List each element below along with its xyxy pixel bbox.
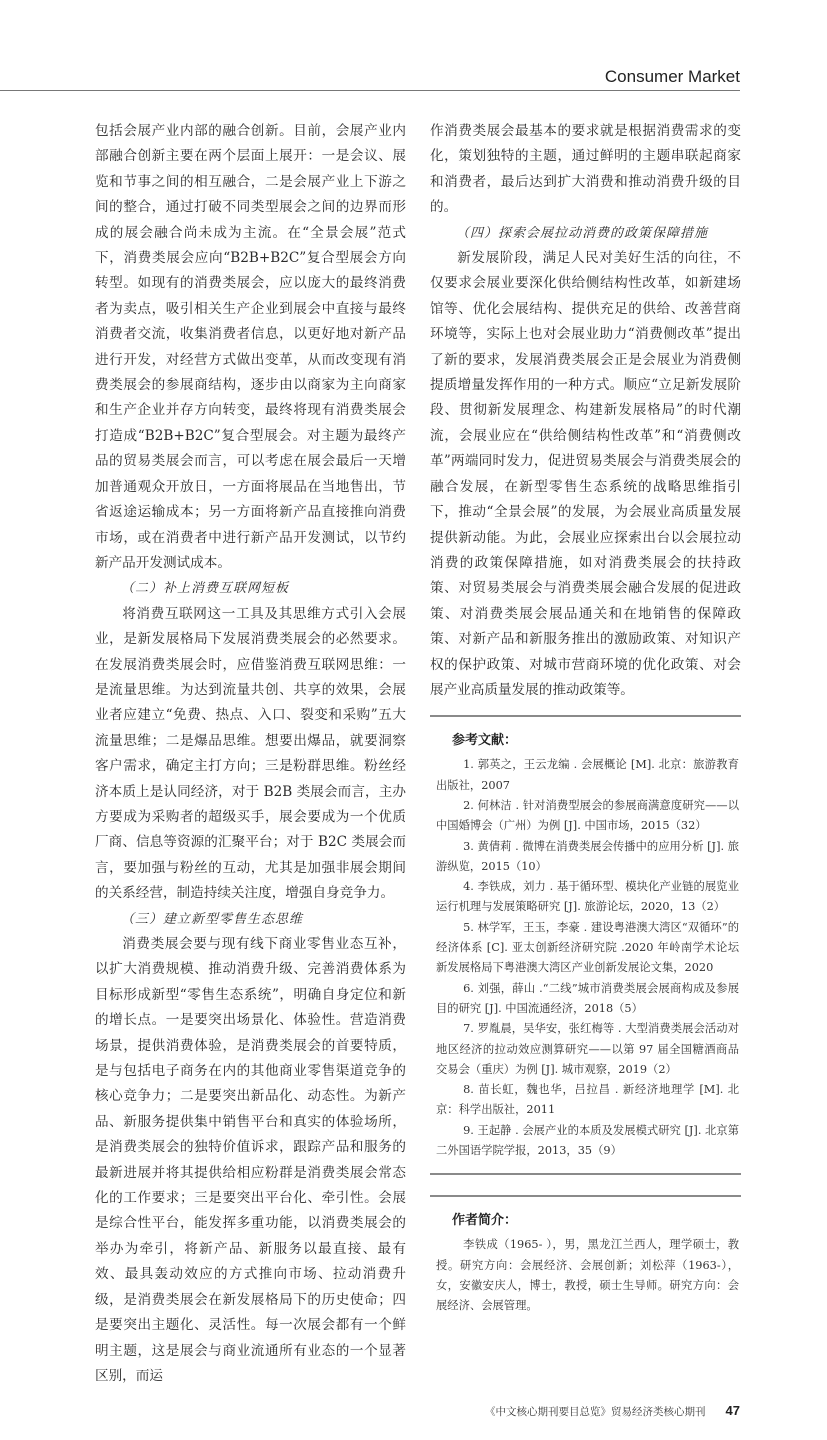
author-box (430, 1195, 741, 1328)
paragraph: 包括会展产业内部的融合创新。目前，会展产业内部融合创新主要在两个层面上展开：一是会议、展览和节事之间的相互融合，二是会展产业上下游之间的整合，通过打破不同类型展会之间的边界而形成的展会融合尚未成为主流。在“全景会展”范式下，消费类展会应向“B2B+B2C”复合型展会方向转型。如现有的消费类展会，应以庞大的最终消费者为卖点，吸引相关生产企业到展会中直接与最终消费者交流，收集消费者信息，以更好地对新产品进行开发，对经营方式做出变革，从而改变现有消费类展会的参展商结构，逐步由以商家为主向商家和生产企业并存方向转变，最终将现有消费类展会打造成“B2B+B2C”复合型展会。对主题为最终产品的贸易类展会而言，可以考虑在展会最后一天增加普通观众开放日，一方面将展品在当地售出，节省返途运输成本；另一方面将新产品直接推向消费市场，或在消费者中进行新产品开发测试，以节约新产品开发测试成本。 (95, 123, 406, 571)
paragraph: 新发展阶段，满足人民对美好生活的向往，不仅要求会展业要深化供给侧结构性改革，如新建场馆等、优化会展结构、提供充足的供给、改善营商环境等，实际上也对会展业助力“消费侧改革”提出了新的要求，发展消费类展会正是会展业为消费侧提质增量发挥作用的一种方式。顺应“立足新发展阶段、贯彻新发展理念、构建新发展格局”的时代潮流，会展业应在“供给侧结构性改革”和“消费侧改革”两端同时发力，促进贸易类展会与消费类展会的融合发展，在新型零售生态系统的战略思维指引下，推动“全景会展”的发展，为会展业高质量发展提供新动能。为此，会展业应探索出台以会展拉动消费的政策保障措施，如对消费类展会的扶持政策、对贸易类展会与消费类展会融合发展的促进政策、对消费类展会展品通关和在地销售的保障政策、对新产品和新服务推出的激励政策、对知识产权的保护政策、对城市营商环境的优化政策、对会展产业高质量发展的推动政策等。 (430, 250, 741, 698)
reference-item: 2. 何林洁 . 针对消费型展会的参展商满意度研究——以中国婚博会（广州）为例 [J]. 中国市场，2015（32） (436, 798, 739, 833)
paragraph: 作消费类展会最基本的要求就是根据消费需求的变化，策划独特的主题，通过鲜明的主题串联起商家和消费者，最后达到扩大消费和推动消费升级的目的。 (430, 123, 741, 216)
page-number: 47 (725, 1403, 740, 1419)
author-text: 李铁成（1965- ），男，黑龙江兰西人，理学硕士，教授。研究方向：会展经济、会展创新；刘松萍（1963-），女，安徽安庆人，博士，教授，硕士生导师。研究方向：会展经济、会展管理。 (436, 1238, 739, 1313)
author-bio (430, 1235, 741, 1316)
paragraph: 消费类展会要与现有线下商业零售业态互补，以扩大消费规模、推动消费升级、完善消费体系为目标形成新型“零售生态系统”，明确自身定位和新的增长点。一是要突出场景化、体验性。营造消费场景，提供消费体验，是消费类展会的首要特质，是与包括电子商务在内的其他商业零售渠道竞争的核心竞争力；二是要突出新品化、动态性。为新产品、新服务提供集中销售平台和真实的体验场所，是消费类展会的独特价值诉求，跟踪产品和服务的最新进展并将其提供给相应粉群是消费类展会常态化的工作要求；三是要突出平台化、牵引性。会展是综合性平台，能发挥多重功能，以消费类展会的举办为牵引，将新产品、新服务以最直接、最有效、最具轰动效应的方式推向市场、拉动消费升级，是消费类展会在新发展格局下的历史使命；四是要突出主题化、灵活性。每一次展会都有一个鲜明主题，这是展会与商业流通所有业态的一个显著区别，而运 (95, 936, 406, 1384)
left-column (95, 119, 406, 1389)
author-title: 作者简介： (452, 1212, 518, 1228)
reference-item: 7. 罗胤晨，吴华安，张红梅等 . 大型消费类展会活动对地区经济的拉动效应测算研究——以第 97 届全国糖酒商品交易会（重庆）为例 [J]. 城市观察，2019（2） (436, 1022, 739, 1076)
right-stack (430, 119, 741, 1328)
reference-item: 9. 王起静 . 会展产业的本质及发展模式研究 [J]. 北京第二外国语学院学报，2013，35（9） (436, 1123, 739, 1157)
header-title: Consumer Market (604, 67, 740, 86)
references-box (430, 715, 741, 1175)
reference-item: 6. 刘强，薛山 .“二线”城市消费类展会展商构成及参展目的研究 [J]. 中国流通经济，2018（5） (436, 981, 739, 1015)
footer-journal: 《中文核心期刊要目总览》贸易经济类核心期刊 (485, 1406, 706, 1419)
page-footer (0, 1403, 740, 1420)
references-list (430, 755, 741, 1161)
reference-item: 3. 黄倩莉 . 微博在消费类展会传播中的应用分析 [J]. 旅游纵览，2015（10） (436, 839, 739, 873)
page-header (0, 0, 740, 91)
paragraph: 将消费互联网这一工具及其思维方式引入会展业，是新发展格局下发展消费类展会的必然要求。在发展消费类展会时，应借鉴消费互联网思维：一是流量思维。为达到流量共创、共享的效果，会展业者应建立“免费、热点、入口、裂变和采购”五大流量思维；二是爆品思维。想要出爆品，就要洞察客户需求，确定主打方向；三是粉群思维。粉丝经济本质上是认同经济，对于 B2B 类展会而言，主办方要成为采购者的超级买手，展会要成为一个优质厂商、信息等资源的汇聚平台；对于 B2C 类展会而言，要加强与粉丝的互动，尤其是加强非展会期间的关系经营，制造持续关注度，增强自身竞争力。 (95, 605, 406, 902)
reference-item: 8. 苗长虹，魏也华，吕拉昌 . 新经济地理学 [M]. 北京：科学出版社，2011 (436, 1083, 739, 1117)
right-column (430, 119, 741, 703)
references-title: 参考文献： (452, 732, 518, 748)
page-body (95, 119, 827, 1389)
section-heading: （三）建立新型零售生态思维 (121, 911, 304, 927)
reference-item: 1. 郭英之，王云龙编 . 会展概论 [M]. 北京：旅游教育出版社，2007 (436, 758, 739, 792)
section-heading: （二）补上消费互联网短板 (121, 581, 290, 597)
reference-item: 5. 林学军，王玉，李豪 . 建设粤港澳大湾区“双循环”的经济体系 [C]. 亚太创新经济研究院 .2020 年岭南学术论坛新发展格局下粤港澳大湾区产业创新发展论文集，2020 (436, 920, 739, 975)
reference-item: 4. 李铁成，刘力 . 基于循环型、模块化产业链的展览业运行机理与发展策略研究 [J]. 旅游论坛，2020，13（2） (436, 880, 739, 914)
section-heading: （四）探索会展拉动消费的政策保障措施 (456, 225, 709, 241)
